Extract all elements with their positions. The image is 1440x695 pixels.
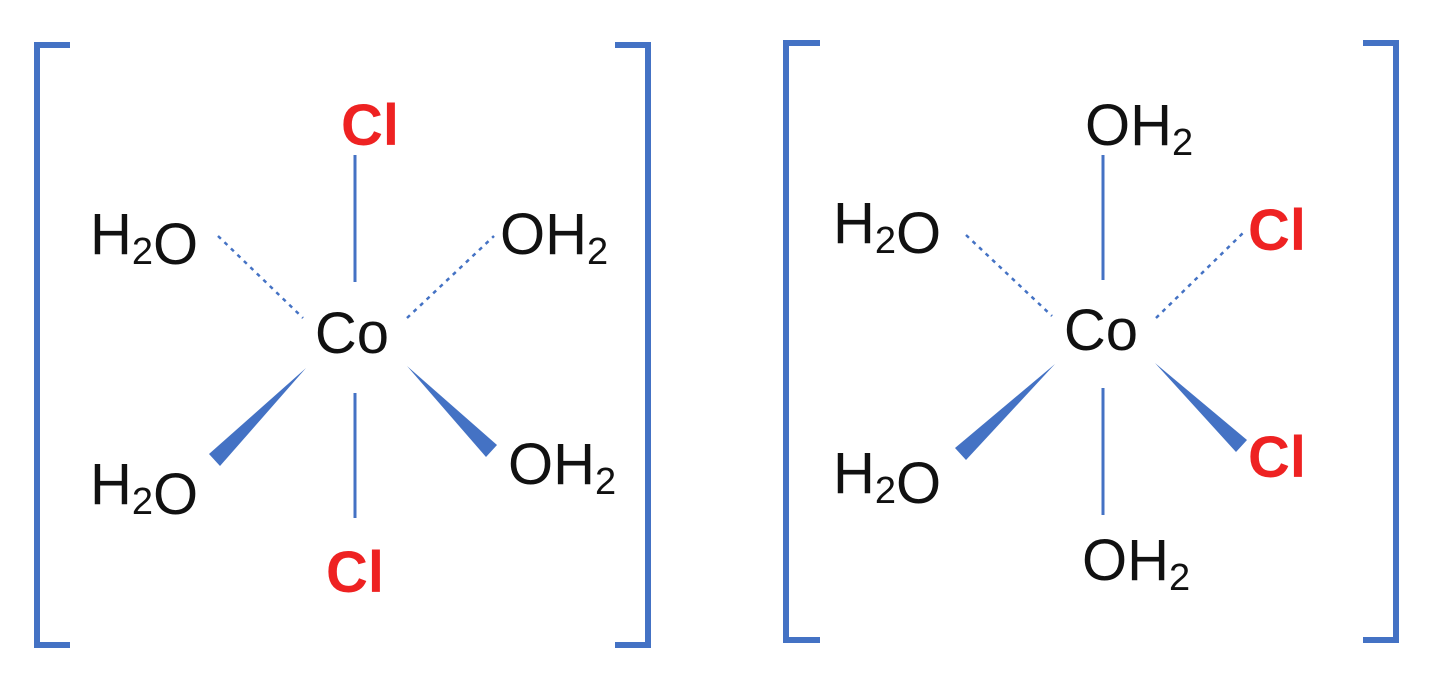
bond-upper-left — [966, 235, 1052, 316]
left-bracket — [37, 45, 70, 645]
ligand-upper-left: H2O — [90, 202, 199, 277]
isomer-2 — [786, 43, 1396, 640]
isomer-1 — [37, 45, 648, 645]
bond-upper-right — [407, 236, 494, 318]
ligand-top: OH2 — [1085, 93, 1194, 164]
ligand-bottom: OH2 — [1082, 528, 1191, 599]
wedge-bond-lower-right — [407, 366, 497, 457]
ligand-lower-right: Cl — [1248, 425, 1306, 490]
ligand-lower-left: H2O — [90, 452, 199, 527]
ligand-lower-right: OH2 — [508, 432, 617, 503]
ligand-upper-left: H2O — [833, 191, 942, 266]
ligand-lower-left: H2O — [833, 441, 942, 516]
right-bracket — [1363, 43, 1396, 640]
right-bracket — [615, 45, 648, 645]
bond-upper-right — [1156, 232, 1244, 318]
ligand-upper-right: Cl — [1248, 198, 1306, 263]
center-atom: Co — [314, 301, 390, 366]
wedge-bond-lower-left — [209, 368, 306, 466]
ligand-upper-right: OH2 — [500, 202, 609, 273]
ligand-bottom: Cl — [326, 540, 384, 605]
bond-upper-left — [218, 236, 303, 318]
wedge-bond-lower-right — [1155, 363, 1247, 452]
wedge-bond-lower-left — [955, 364, 1055, 460]
left-bracket — [786, 43, 820, 640]
center-atom: Co — [1063, 298, 1139, 363]
ligand-top: Cl — [341, 93, 399, 158]
